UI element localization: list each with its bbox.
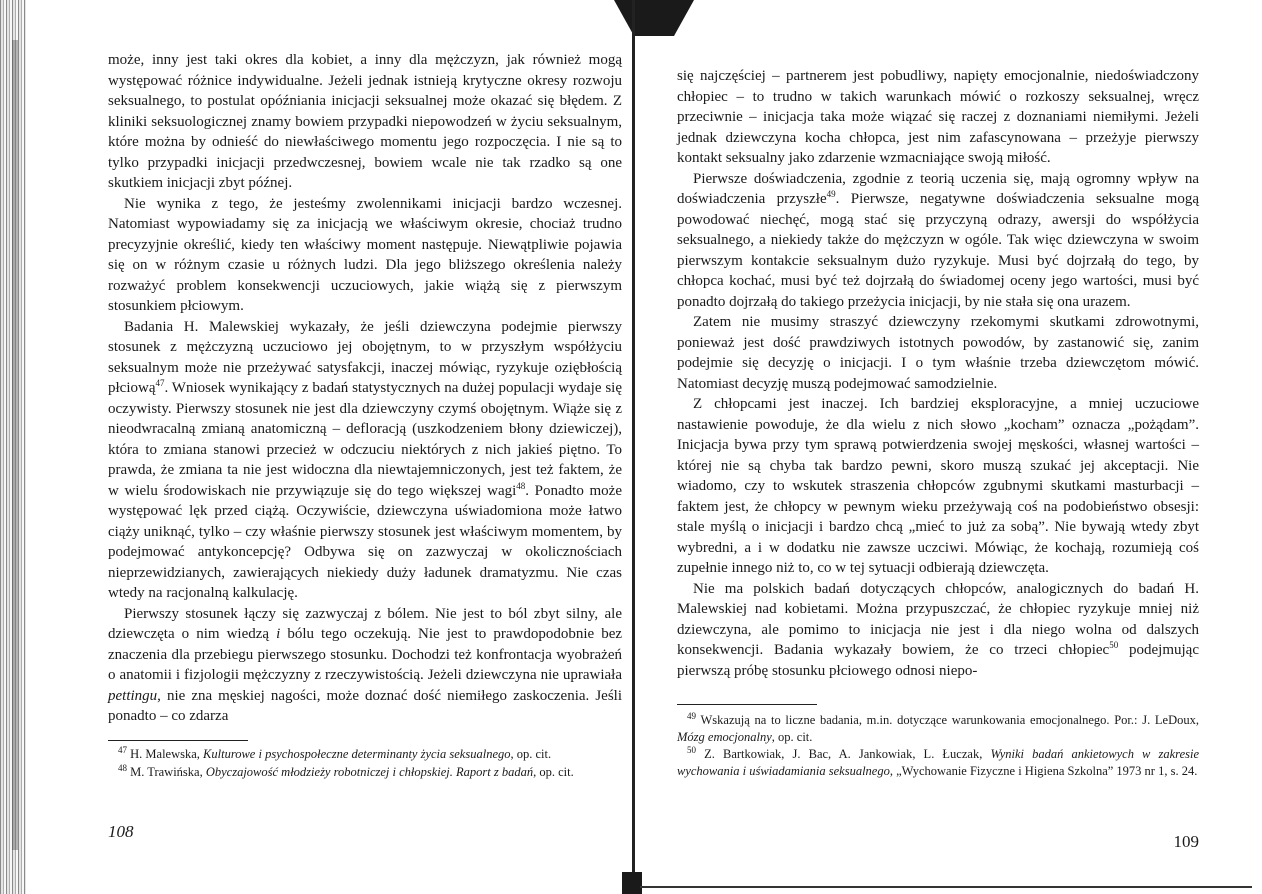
paragraph [677,579,1199,682]
book-gutter [632,0,635,894]
footnote-title: Obyczajowość młodzieży robotniczej i chłopskiej. Raport z badań [205,764,534,779]
page-bottom-edge [640,886,1252,888]
italic-term: pettingu [108,687,158,704]
paragraph: Z chłopcami jest inaczej. Ich bardziej eksploracyjne, a mniej uczuciowe nastawienie powoduje, że dla wielu z nich słowo „kocham” oznacza „pożądam”. Inicjacja bywa przy tym sprawą potwierdzenia swojej męskości, własnej wartości – której nie są chyba tak bardzo pewni, skoro muszą szukać jej akceptacji. Nie wiadomo, czy to wskutek straszenia chłopców zgubnymi skutkami masturbacji – faktem jest, że chłopcy w pewnym wieku przeżywają coś na podobieństwo obsesji: stale myślą o inicjacji i bardzo chcą „mieć to już za sobą”. Nie bywają wtedy zbyt wybredni, a i w dodatku nie zawsze uczciwi. Mówiąc, że kochają, rozumieją coś zupełnie innego niż to, co w tej sytuacji odbierają dziewczęta. [677,396,1199,576]
footnote-text: , op. cit. [510,747,552,761]
footnote [677,746,1199,779]
paragraph: może, inny jest taki okres dla kobiet, a inny dla mężczyzn, jak również mogą występować różnice indywidualne. Jeżeli jednak istnieją krytyczne okresy rozwoju seksualnego, to postulat opóźniania inicjacji seksualnej może okazać się błędem. Z kliniki seksuologicznej znamy bowiem przypadki niepowodzeń w życiu seksualnym, które można by odnieść do niewłaściwego momentu jego rozpoczęcia. I nie są to tylko przypadki inicjacji przedwczesnej, bowiem wcale nie tak rzadko są one skutkiem inicjacji zbyt późnej. [108,52,622,191]
paragraph [677,169,1199,313]
footnote-ref: 49 [826,189,836,199]
paragraph-text: Nie ma polskich badań dotyczących chłopców, analogicznych do badań H. Malewskiej nad kobietami. Można przypuszczać, że chłopiec ryzykuje mniej niż dziewczyna, ale pomimo to inicjacja nie jest i dla niego wolna od dalszych konsekwencji. Badania wykazały bowiem, że co trzeci chłopiec [677,580,1199,658]
page-number: 109 [1173,832,1199,851]
footnote-number: 49 [687,710,696,721]
book-binding-edge [12,40,18,850]
footnote-text: , op. cit. [771,729,813,744]
footnote-rule [677,704,817,705]
footnote [677,712,1199,745]
paragraph: się najczęściej – partnerem jest pobudliwy, napięty emocjonalnie, niedoświadczony chłopiec – to trudno w takich warunkach mówić o rozkoszy seksualnej, wręcz przeciwnie – inicjacja taka może wiązać się raczej z doznaniami niemiłymi. Jeżeli jednak dziewczyna kocha chłopca, jest nim zafascynowana – przeżyje pierwszy kontakt seksualny jako zdarzenie wzmacniające swoją miłość. [677,68,1199,166]
paragraph-text: . Pierwsze, negatywne doświadczenia seksualne mogą powodować niechęć, mogą stać się przyczyną odrazy, awersji do współżycia seksualnego, a niekiedy także do mężczyzn w ogóle. Tak więc dziewczyna w swoim pierwszym kontakcie seksualnym dużo ryzykuje. Musi być dojrzałą do tego, by chłopca kochać, musi być też dojrzałą do świadomej oceny jego wartości, musi być ponadto dojrzałą do takiego przeżycia inicjacji, by nie stała się ona urazem. [677,191,1199,310]
footnotes [677,712,1199,780]
paragraph-text: . Wniosek wynikający z badań statystycznych na dużej populacji wydaje się oczywisty. Pierwszy stosunek nie jest dla dziewczyny czymś obojętnym. Wiąże się z nieodwracalną zmianą anatomiczną – defloracją (uszkodzeniem błony dziewiczej), która to zmiana stanowi przecież w odczuciu niektórych z nich jakieś piętno. To prawda, że zmiana ta nie jest widoczna dla niewtajemniczonych, jest też faktem, że w wielu środowiskach nie przywiązuje się do tego większej wagi [108,380,622,499]
footnote-title: Mózg emocjonalny [677,729,772,744]
page-number: 108 [108,822,134,841]
footnote-rule [108,740,248,741]
footnote [108,764,622,781]
paragraph-text: Pierwszy stosunek łączy się zazwyczaj z bólem. Nie jest to ból zbyt silny, ale dziewczęta o nim wiedzą [108,605,622,642]
paragraph: Nie wynika z tego, że jesteśmy zwolennikami inicjacji bardzo wczesnej. Natomiast wypowiadamy się za inicjacją we właściwym okresie, chociaż trudno precyzyjnie określić, kiedy ten właściwy moment następuje. Niewątpliwie pojawia się on w różnym czasie u różnych ludzi. Dla jego bliższego określenia należy rozważyć problem konsekwencji uczuciowych, jakie wiążą się z pierwszym stosunkiem płciowym. [108,195,622,314]
footnote-number: 50 [687,744,696,755]
paragraph-text: . Ponadto może występować lęk przed ciążą. Oczywiście, dziewczyna uświadomiona może łatwo ciąży uniknąć, tylko – czy właśnie pierwszy stosunek jest właściwym momentem, by podejmować antykoncepcję? Odbywa się on zazwyczaj w okolicznościach nieprzewidzianych, zawierających niekiedy duży ładunek dramatyzmu. Nie czas wtedy na racjonalną kalkulację. [108,482,622,601]
footnote-ref: 50 [1109,640,1119,650]
footnote-number: 47 [118,744,127,755]
right-page-body [677,66,1199,681]
footnote-text: Wskazują na to liczne badania, m.in. dotyczące warunkowania emocjonalnego. Por.: J. LeDoux, [696,713,1199,727]
paragraph-text: , nie zna męskiej nagości, może doznać dość niemiłego zaskoczenia. Jeśli ponadto – co zdarza [108,687,622,724]
paragraph [108,317,622,604]
paragraph-text: Pierwsze doświadczenia, zgodnie z teorią uczenia się, mają ogromny wpływ na doświadczenia przyszłe [677,170,1199,207]
footnote-title: Wyniki badań ankietowych w zakresie wychowania i uświadamiania seksualnego [677,747,1200,778]
paragraph [108,604,622,727]
footnote-text: M. Trawińska, [127,764,206,779]
footnote-title: Kulturowe i psychospołeczne determinanty życia seksualnego [203,747,511,761]
footnote-text: H. Malewska, [127,747,204,761]
gutter-bottom-shadow [622,872,642,894]
footnote-text: Z. Bartkowiak, J. Bac, A. Jankowiak, L. Łuczak, [696,747,991,761]
footnote-text: , „Wychowanie Fizyczne i Higiena Szkolna” 1973 nr 1, s. 24. [889,763,1198,778]
footnotes [108,746,622,781]
paragraph: Zatem nie musimy straszyć dziewczyny rzekomymi skutkami zdrowotnymi, ponieważ jest dość prawdziwych istotnych powodów, by zastanowić się, zanim podejmie się decyzję o inicjacji. I o tym właśnie trzeba dziewczętom mówić. Natomiast decyzję muszą podejmować samodzielnie. [677,314,1199,392]
footnote [108,746,622,763]
paragraph-text: Badania H. Malewskiej wykazały, że jeśli dziewczyna podejmie pierwszy stosunek z mężczyzną uczuciowo jej obojętnym, to w przyszłym współżyciu seksualnym może nie przeżywać satysfakcji, inaczej mówiąc, ryzykuje oziębłością płciową [108,318,622,396]
italic-text: i [276,626,281,642]
footnote-ref: 48 [516,480,526,491]
footnote-text: , op. cit. [533,764,574,779]
gutter-top-shadow [614,0,694,36]
paragraph-text: podejmując pierwszą próbę stosunku płciowego odnosi niepo- [677,642,1199,679]
left-page-body [108,50,622,727]
paragraph-text: bólu tego oczekują. Nie jest to prawdopodobnie bez znaczenia dla przebiegu pierwszego stosunku. Dochodzi też konfrontacja wyobrażeń o anatomii i fizjologii mężczyzny z rzeczywistością. Jeżeli dziewczyna nie uprawiała [108,626,623,683]
footnote-ref: 47 [155,378,165,388]
footnote-number: 48 [118,762,127,773]
